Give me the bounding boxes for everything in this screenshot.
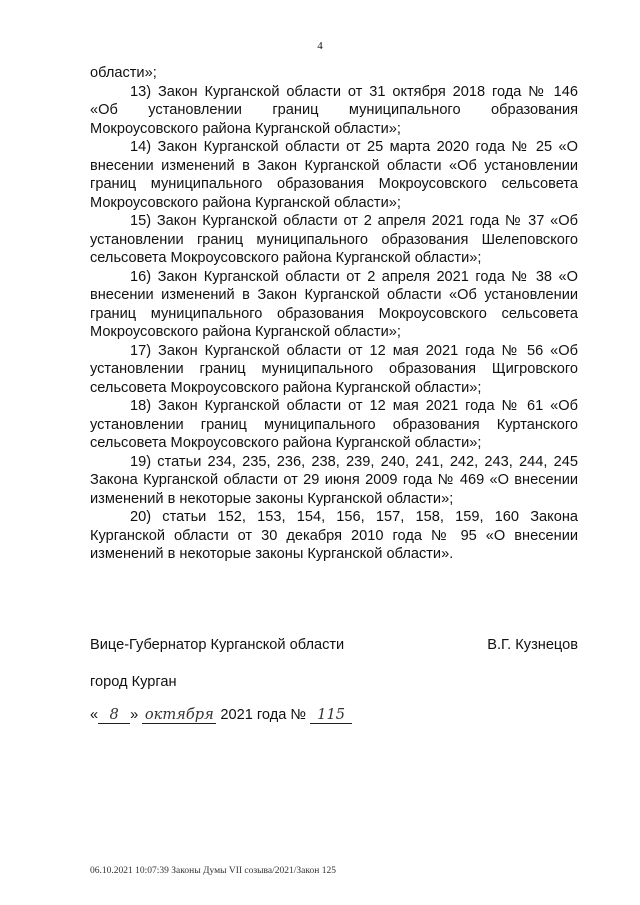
- paragraph: области»;: [90, 65, 157, 81]
- document-body: [90, 64, 578, 564]
- handwritten-number: 115: [310, 706, 352, 724]
- date-open-quote: «: [90, 707, 99, 723]
- signature-block: [90, 637, 578, 653]
- footer-note: 06.10.2021 10:07:39 Законы Думы VII созыва/2021/Закон 125: [90, 866, 336, 876]
- paragraph: 19) статьи 234, 235, 236, 238, 239, 240, 241, 242, 243, 244, 245 Закона Курганской области от 29 июня 2009 года № 469 «О внесении изменений в некоторые законы Курганской области»;: [90, 453, 578, 507]
- paragraph: 17) Закон Курганской области от 12 мая 2021 года № 56 «Об установлении границ муниципального образования Щигровского сельсовета Мокроусовского района Курганской области»;: [90, 342, 578, 396]
- handwritten-month: октября: [142, 706, 216, 724]
- paragraph: 16) Закон Курганской области от 2 апреля 2021 года № 38 «О внесении изменений в Закон Курганской области «Об установлении границ муниципального образования Мокроусовского сельсовета Мокроусовского района Курганской области»;: [90, 268, 578, 340]
- paragraph: 15) Закон Курганской области от 2 апреля 2021 года № 37 «Об установлении границ муниципального образования Шелеповского сельсовета Мокроусовского района Курганской области»;: [90, 213, 578, 266]
- handwritten-day: 8: [98, 706, 130, 724]
- paragraph: 20) статьи 152, 153, 154, 156, 157, 158, 159, 160 Закона Курганской области от 30 декабря 2010 года № 95 «О внесении изменений в некоторые законы Курганской области».: [90, 509, 578, 562]
- paragraph: 13) Закон Курганской области от 31 октября 2018 года № 146 «Об установлении границ муниципального образования Мокроусовского района Курганской области»;: [90, 83, 578, 137]
- signatory-position: Вице-Губернатор Курганской области: [90, 637, 345, 653]
- page-number: 4: [317, 40, 323, 52]
- city-line: город Курган: [90, 674, 177, 690]
- paragraph: 18) Закон Курганской области от 12 мая 2021 года № 61 «Об установлении границ муниципального образования Куртанского сельсовета Мокроусовского района Курганской области»;: [90, 398, 578, 451]
- paragraph: 14) Закон Курганской области от 25 марта 2020 года № 25 «О внесении изменений в Закон Курганской области «Об установлении границ муниципального образования Мокроусовского сельсовета Мокроусовского района Курганской области»;: [90, 139, 578, 211]
- date-close-quote: »: [130, 707, 139, 723]
- signatory-name: В.Г. Кузнецов: [487, 637, 578, 653]
- date-line: [90, 706, 352, 724]
- date-year-text: 2021 года №: [220, 707, 307, 723]
